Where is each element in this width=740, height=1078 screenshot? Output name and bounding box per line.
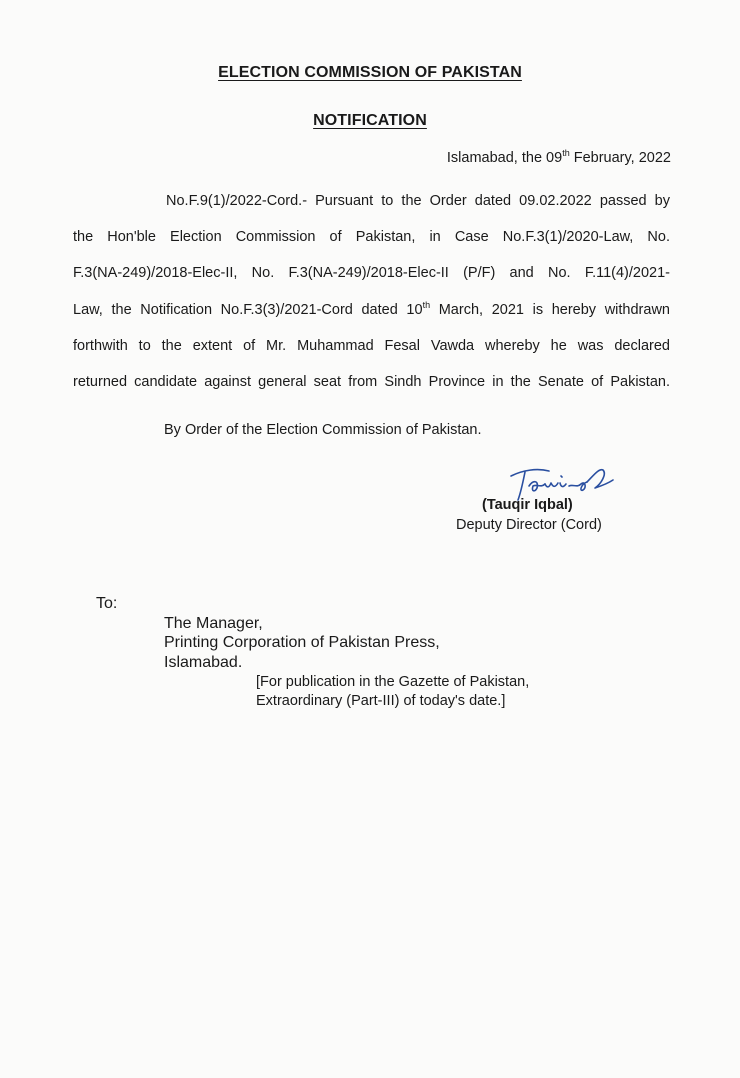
body-line-4-b: March, 2021 is hereby withdrawn [430, 301, 670, 318]
recipient-line-1: The Manager, [164, 615, 263, 632]
recipient-line-3: Islamabad. [164, 654, 243, 671]
dateline-rest: February, 2022 [569, 150, 671, 166]
body-line-1: No.F.9(1)/2022-Cord.- Pursuant to the Order dated 09.02.2022 passed by [166, 193, 670, 209]
dateline-ordinal: th [562, 148, 570, 159]
body-line-3: F.3(NA-249)/2018-Elec-II, No. F.3(NA-249)/2018-Elec-II (P/F) and No. F.11(4)/2021- [73, 265, 670, 282]
dateline [447, 150, 671, 166]
body-line-2: the Hon'ble Election Commission of Pakistan, in Case No.F.3(1)/2020-Law, No. [73, 229, 670, 246]
body-line-6: returned candidate against general seat from Sindh Province in the Senate of Pakistan. [73, 373, 670, 390]
body-line-4-ordinal: th [422, 299, 431, 310]
notification-title: NOTIFICATION [313, 112, 427, 129]
organization-heading: ELECTION COMMISSION OF PAKISTAN [218, 64, 522, 81]
body-line-4 [73, 300, 670, 336]
publication-note-1: [For publication in the Gazette of Pakistan, [256, 674, 530, 690]
dateline-prefix: Islamabad, the 09 [446, 150, 563, 166]
signatory-title: Deputy Director (Cord) [456, 517, 602, 533]
body-line-5: forthwith to the extent of Mr. Muhammad Fesal Vawda whereby he was declared [73, 337, 670, 354]
recipient-line-2: Printing Corporation of Pakistan Press, [164, 634, 440, 651]
notification-body [73, 191, 670, 408]
body-line-4-a: Law, the Notification No.F.3(3)/2021-Cord dated 10 [73, 301, 423, 318]
to-label: To: [96, 595, 118, 612]
order-line: By Order of the Election Commission of Pakistan. [164, 422, 482, 438]
publication-note-2: Extraordinary (Part-III) of today's date.] [256, 693, 506, 709]
signatory-name: (Tauqir Iqbal) [482, 497, 573, 513]
